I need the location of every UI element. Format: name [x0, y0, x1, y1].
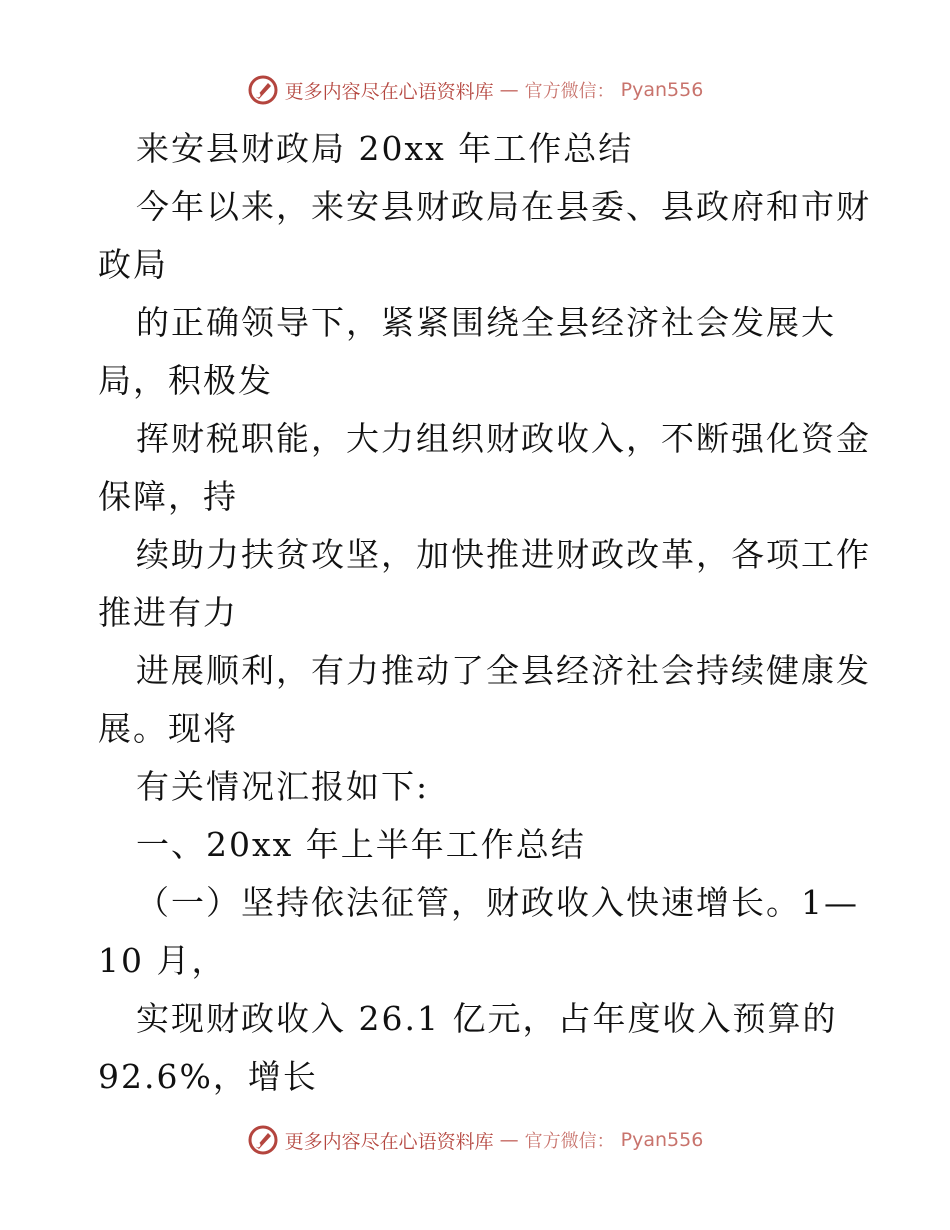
text-line: 92.6%，增长: [98, 1057, 318, 1096]
text-line: 来安县财政局 20xx 年工作总结: [136, 129, 634, 168]
watermark-separator: —: [499, 79, 519, 101]
footer-watermark: [0, 1124, 950, 1156]
watermark-main-text: 更多内容尽在心语资料库: [284, 1130, 494, 1153]
text-line: 的正确领导下，紧紧围绕全县经济社会发展大: [136, 303, 836, 342]
watermark-wechat-id: Pyan556: [620, 79, 704, 101]
text-line: 续助力扶贫攻坚，加快推进财政改革，各项工作: [136, 535, 871, 574]
watermark-sub-text: 官方微信：: [524, 1131, 615, 1152]
pen-logo-icon: [247, 74, 279, 106]
document-body: [98, 120, 871, 1106]
text-line: 局，积极发: [98, 361, 273, 400]
text-line: 一、20xx 年上半年工作总结: [136, 825, 586, 864]
text-line: 推进有力: [98, 593, 238, 632]
text-line: 10 月，: [98, 941, 227, 980]
text-line: 政局: [98, 245, 168, 284]
text-line: 实现财政收入 26.1 亿元，占年度收入预算的: [136, 999, 838, 1038]
pen-logo-icon: [247, 1124, 279, 1156]
text-line: 展。现将: [98, 709, 238, 748]
watermark-main-text: 更多内容尽在心语资料库: [284, 80, 494, 103]
text-line: （一）坚持依法征管，财政收入快速增长。1—: [136, 883, 859, 922]
watermark-sub-text: 官方微信：: [524, 81, 615, 102]
text-line: 进展顺利，有力推动了全县经济社会持续健康发: [136, 651, 871, 690]
watermark-separator: —: [499, 1129, 519, 1151]
watermark-wechat-id: Pyan556: [620, 1129, 704, 1151]
header-watermark: [0, 74, 950, 106]
text-line: 挥财税职能，大力组织财政收入，不断强化资金: [136, 419, 871, 458]
text-line: 今年以来，来安县财政局在县委、县政府和市财: [136, 187, 871, 226]
text-line: 有关情况汇报如下:: [136, 767, 430, 806]
text-line: 保障，持: [98, 477, 238, 516]
